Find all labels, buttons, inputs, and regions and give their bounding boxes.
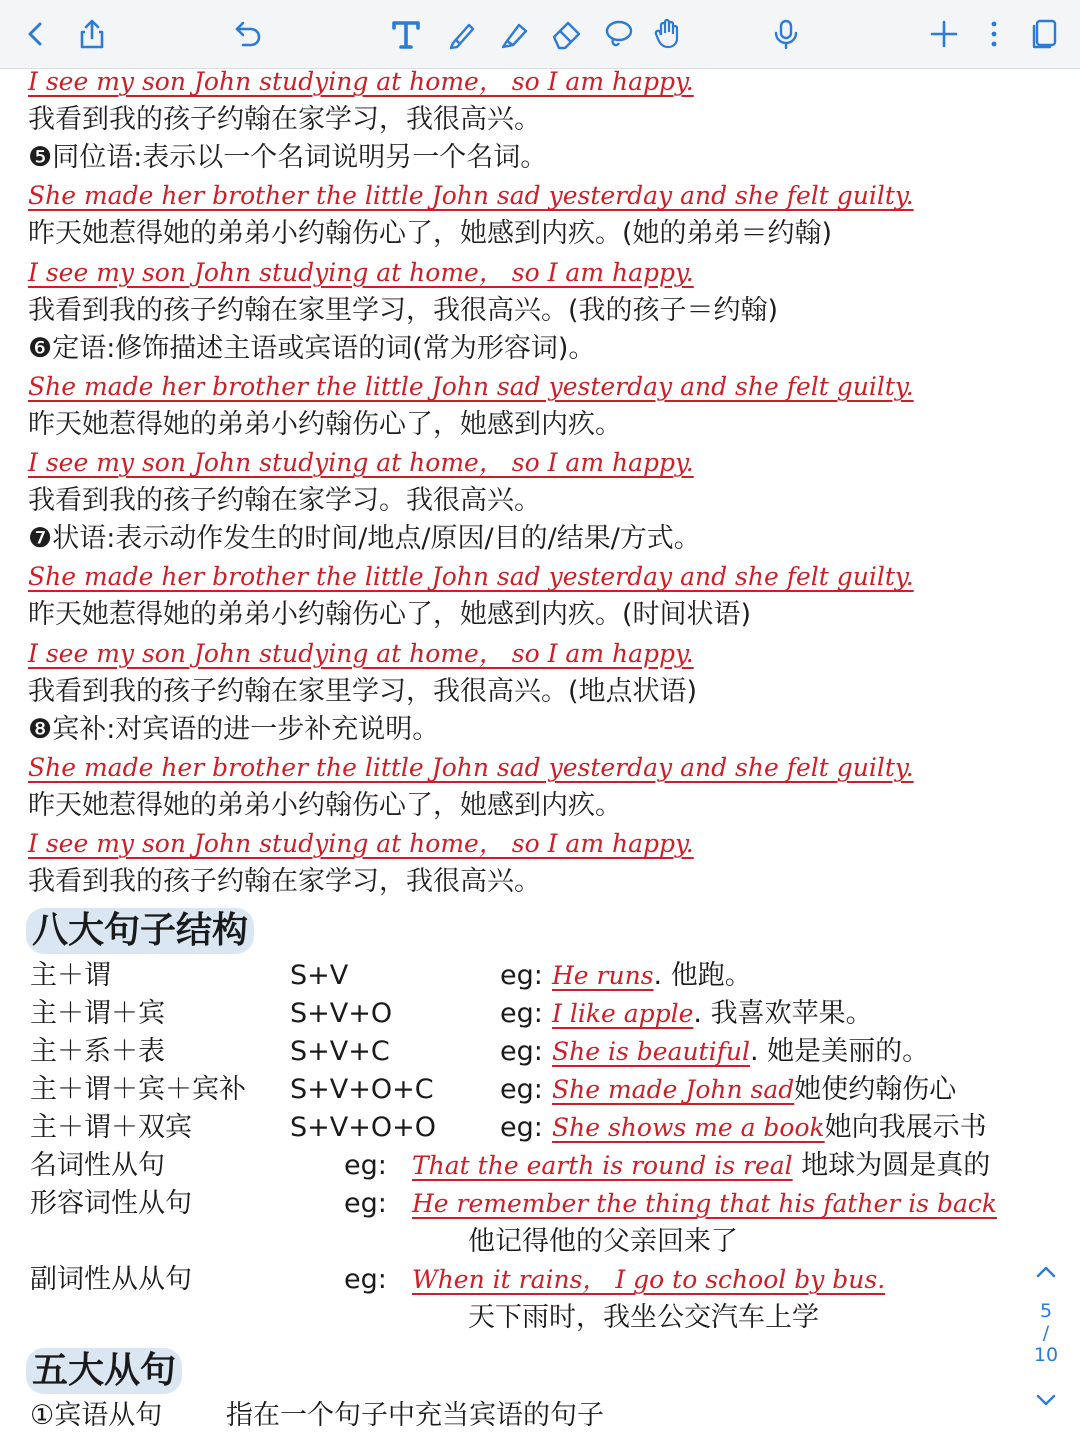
section-heading-five-clauses: 五大从句 (26, 1348, 182, 1394)
example-english: He remember the thing that his father is back (412, 1189, 998, 1218)
pages-icon[interactable] (1022, 12, 1066, 56)
chinese-text: ❻定语:修饰描述主语或宾语的词(常为形容词)。 (28, 332, 596, 364)
hand-icon[interactable] (646, 12, 690, 56)
structure-name: 主＋谓 (30, 960, 111, 991)
structure-example (552, 1072, 956, 1108)
chinese-note-line (28, 331, 595, 367)
english-example-line (28, 64, 694, 100)
chinese-text: 昨天她惹得她的弟弟小约翰伤心了，她感到内疚。(时间状语) (28, 599, 752, 631)
chinese-note-line (28, 102, 541, 138)
structure-example (552, 1034, 929, 1070)
chinese-text: 我看到我的孩子约翰在家学习，我很高兴。 (28, 104, 541, 136)
more-icon[interactable] (972, 12, 1016, 56)
page-total: 10 (1033, 1344, 1059, 1366)
english-text: I see my son John studying at home， so I am happy. (28, 257, 694, 287)
chinese-text: 我看到我的孩子约翰在家学习。我很高兴。 (28, 485, 541, 517)
eg-label: eg: (500, 998, 543, 1029)
chinese-note-line (28, 521, 701, 557)
page-separator: / (1042, 1322, 1050, 1344)
chinese-note-line (28, 597, 751, 633)
page-current: 5 (1039, 1300, 1053, 1322)
english-text: I see my son John studying at home， so I am happy. (28, 829, 694, 858)
structure-example (552, 958, 752, 994)
chinese-text: 昨天她惹得她的弟弟小约翰伤心了，她感到内疚。(她的弟弟＝约翰) (28, 218, 833, 250)
example-english: I like apple (552, 999, 694, 1028)
undo-icon[interactable] (226, 12, 270, 56)
chinese-text: ❼状语:表示动作发生的时间/地点/原因/目的/结果/方式。 (28, 523, 701, 555)
eg-label: eg: (344, 1188, 387, 1219)
structure-name: 主＋谓＋宾＋宾补 (30, 1074, 246, 1105)
chinese-text: ❽宾补:对宾语的进一步补充说明。 (28, 713, 440, 745)
structure-name: 主＋谓＋宾 (30, 998, 165, 1029)
text-tool-icon[interactable] (384, 12, 428, 56)
section-heading-sentence-structures: 八大句子结构 (26, 908, 254, 954)
structure-abbreviation: S+V+O+O (290, 1112, 436, 1143)
share-icon[interactable] (70, 12, 114, 56)
eg-label: eg: (500, 960, 543, 991)
example-translation: 地球为圆是真的 (792, 1150, 991, 1181)
page-up-icon[interactable] (1032, 1258, 1060, 1286)
chinese-note-line (28, 140, 547, 176)
example-english: That the earth is round is real (412, 1151, 793, 1180)
chinese-text: ❺同位语:表示以一个名词说明另一个名词。 (28, 142, 548, 174)
top-toolbar (0, 0, 1080, 69)
english-example-line (28, 559, 914, 595)
clause-type: 副词性从从句 (30, 1264, 192, 1295)
chinese-note-line (28, 864, 541, 900)
chinese-note-line (28, 407, 622, 443)
example-translation: 天下雨时，我坐公交汽车上学 (468, 1302, 819, 1333)
english-text: I see my son John studying at home， so I am happy. (28, 638, 694, 668)
highlighter-icon[interactable] (492, 12, 536, 56)
chinese-text: 我看到我的孩子约翰在家学习，我很高兴。 (28, 866, 541, 898)
structure-abbreviation: S+V+C (290, 1036, 390, 1067)
example-translation: 她使约翰伤心 (794, 1074, 957, 1105)
structure-example (552, 1110, 987, 1146)
eg-label: eg: (344, 1264, 387, 1295)
chinese-text: 昨天她惹得她的弟弟小约翰伤心了，她感到内疚。 (28, 789, 622, 821)
english-text: I see my son John studying at home， so I am happy. (28, 67, 694, 96)
note-page[interactable] (0, 68, 1080, 1440)
clause-type: 名词性从句 (30, 1150, 165, 1181)
chinese-note-line (28, 674, 697, 710)
english-text: She made her brother the little John sad yesterday and she felt guilty. (28, 371, 914, 401)
example-english: When it rains， I go to school by bus. (412, 1265, 886, 1294)
eg-label: eg: (500, 1074, 543, 1105)
example-english: She shows me a book (552, 1113, 825, 1142)
english-example-line (28, 826, 694, 862)
english-example-line (28, 178, 914, 214)
lasso-icon[interactable] (596, 12, 640, 56)
back-chevron-icon[interactable] (14, 12, 58, 56)
example-translation: . 她是美丽的。 (749, 1036, 930, 1067)
chinese-text: 我看到我的孩子约翰在家里学习，我很高兴。(我的孩子＝约翰) (28, 294, 779, 326)
eraser-icon[interactable] (544, 12, 588, 56)
example-english: She is beautiful (552, 1037, 750, 1066)
structure-abbreviation: S+V+O+C (290, 1074, 434, 1105)
eg-label: eg: (500, 1036, 543, 1067)
english-example-line (28, 369, 914, 405)
example-translation: 她向我展示书 (824, 1112, 987, 1143)
english-text: She made her brother the little John sad yesterday and she felt guilty. (28, 562, 914, 592)
add-icon[interactable] (922, 12, 966, 56)
structure-example (552, 996, 873, 1032)
pen-icon[interactable] (440, 12, 484, 56)
example-translation: . 我喜欢苹果。 (693, 998, 873, 1029)
chinese-note-line (28, 216, 832, 252)
chinese-text: 昨天她惹得她的弟弟小约翰伤心了，她感到内疚。 (28, 408, 622, 440)
english-example-line (28, 750, 914, 786)
clause-example (412, 1148, 990, 1184)
structure-abbreviation: S+V (290, 960, 349, 991)
example-translation: 他记得他的父亲回来了 (468, 1226, 738, 1257)
structure-abbreviation: S+V+O (290, 998, 393, 1029)
example-english: She made John sad (552, 1075, 795, 1104)
clause-item-label: ①宾语从句 (30, 1400, 163, 1431)
clause-type: 形容词性从句 (30, 1188, 192, 1219)
page-down-icon[interactable] (1032, 1386, 1060, 1414)
structure-name: 主＋系＋表 (30, 1036, 165, 1067)
chinese-note-line (28, 788, 622, 824)
english-text: She made her brother the little John sad yesterday and she felt guilty. (28, 181, 914, 211)
structure-name: 主＋谓＋双宾 (30, 1112, 192, 1143)
english-example-line (28, 445, 694, 481)
eg-label: eg: (500, 1112, 543, 1143)
clause-example (412, 1186, 997, 1222)
chinese-note-line (28, 712, 439, 748)
chinese-text: 我看到我的孩子约翰在家里学习，我很高兴。(地点状语) (28, 675, 698, 707)
english-example-line (28, 255, 694, 291)
example-english: He runs (552, 961, 654, 990)
english-text: She made her brother the little John sad yesterday and she felt guilty. (28, 752, 914, 782)
chinese-note-line (28, 293, 778, 329)
example-translation: . 他跑。 (653, 960, 752, 991)
clause-example (412, 1262, 885, 1298)
microphone-icon[interactable] (764, 12, 808, 56)
clause-item-description: 指在一个句子中充当宾语的句子 (226, 1400, 604, 1431)
chinese-note-line (28, 483, 541, 519)
english-example-line (28, 636, 694, 672)
eg-label: eg: (344, 1150, 387, 1181)
english-text: I see my son John studying at home， so I am happy. (28, 448, 694, 477)
